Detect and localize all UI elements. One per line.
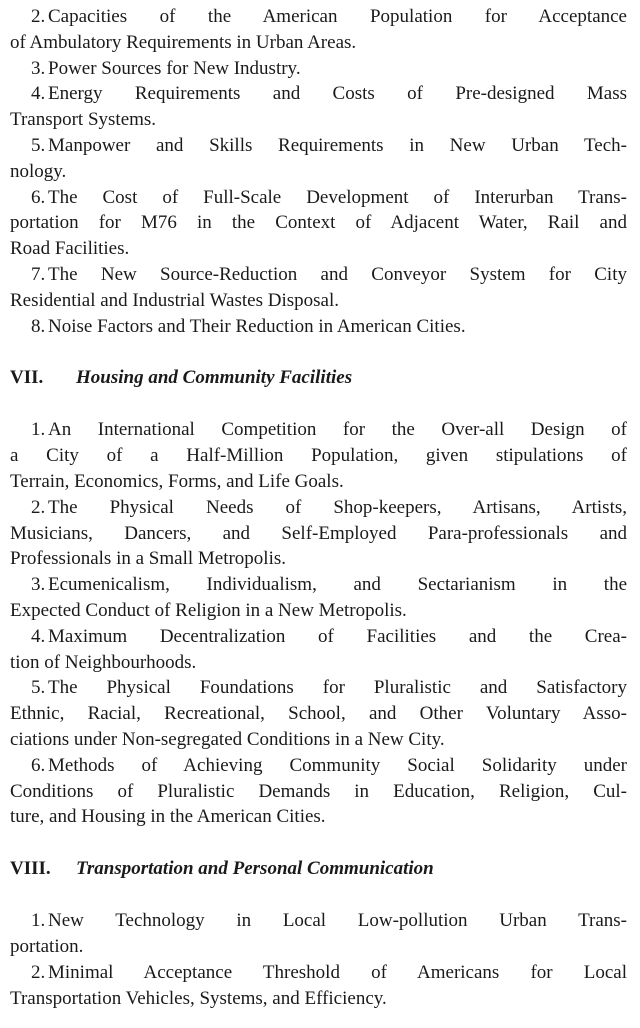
list-item: [10, 675, 627, 752]
text-line: [10, 4, 627, 30]
item-number: 2.: [31, 496, 46, 518]
section-heading-vii: [10, 365, 627, 391]
text-line: [10, 598, 627, 624]
text-line: [10, 210, 627, 236]
item-number: 7.: [31, 263, 46, 285]
item-number: 8.: [31, 315, 46, 337]
list-item: [10, 417, 627, 494]
section-title: Transportation and Personal Communication: [76, 858, 434, 880]
text-line: [10, 546, 627, 572]
item-text: An International Competition for the Over-all Design of: [48, 419, 627, 441]
item-number: 2.: [31, 6, 46, 27]
section-number: VIII.: [10, 858, 51, 880]
item-text: portation for M76 in the Context of Adjacent Water, Rail and: [10, 212, 627, 234]
text-line: [10, 675, 627, 701]
item-text: Residential and Industrial Wastes Disposal.: [10, 289, 339, 311]
item-text: Transportation Vehicles, Systems, and Efficiency.: [10, 987, 387, 1009]
item-text: The Physical Foundations for Pluralistic and Satisfactory: [48, 677, 627, 699]
text-line: [10, 779, 627, 805]
text-line: [10, 804, 627, 830]
text-line: [10, 960, 627, 986]
text-line: [10, 495, 627, 521]
item-text: Terrain, Economics, Forms, and Life Goals.: [10, 470, 344, 492]
list-item: [10, 960, 627, 1012]
list-item: [10, 572, 627, 624]
text-line: [10, 986, 627, 1012]
section-vi-continued: [10, 4, 627, 339]
list-item: [10, 81, 627, 133]
section-heading-viii: [10, 856, 627, 882]
item-number: 3.: [31, 57, 46, 79]
item-text: of Ambulatory Requirements in Urban Areas.: [10, 31, 357, 53]
list-item: [10, 185, 627, 262]
item-text: The Physical Needs of Shop-keepers, Artisans, Artists,: [48, 496, 627, 518]
text-line: [10, 185, 627, 211]
list-item: [10, 314, 627, 340]
item-text: Power Sources for New Industry.: [48, 57, 301, 79]
section-title: Housing and Community Facilities: [76, 367, 353, 389]
item-text: Musicians, Dancers, and Self-Employed Para-professionals and: [10, 522, 627, 544]
text-line: [10, 624, 627, 650]
item-text: Minimal Acceptance Threshold of Americans for Local: [48, 961, 627, 983]
text-line: [10, 753, 627, 779]
text-line: [10, 288, 627, 314]
item-text: Ecumenicalism, Individualism, and Sectarianism in the: [48, 574, 627, 596]
item-text: Maximum Decentralization of Facilities and the Crea-: [48, 625, 627, 647]
list-item: [10, 495, 627, 572]
item-text: Methods of Achieving Community Social Solidarity under: [48, 754, 627, 776]
item-number: 6.: [31, 186, 46, 208]
section-viii: [10, 908, 627, 1011]
item-text: Noise Factors and Their Reduction in American Cities.: [48, 315, 466, 337]
item-text: New Technology in Local Low-pollution Urban Trans-: [48, 910, 627, 932]
text-line: [10, 650, 627, 676]
text-line: [10, 908, 627, 934]
text-line: [10, 107, 627, 133]
item-text: ciations under Non-segregated Conditions in a New City.: [10, 728, 445, 750]
section-number: VII.: [10, 367, 44, 389]
item-number: 5.: [31, 677, 46, 699]
text-line: [10, 133, 627, 159]
item-text: The Cost of Full-Scale Development of Interurban Trans-: [48, 186, 627, 208]
text-line: [10, 417, 627, 443]
item-number: 4.: [31, 83, 46, 105]
text-line: [10, 469, 627, 495]
item-text: Manpower and Skills Requirements in New Urban Tech-: [48, 134, 627, 156]
item-number: 3.: [31, 574, 46, 596]
item-text: nology.: [10, 160, 67, 182]
item-text: Conditions of Pluralistic Demands in Education, Religion, Cul-: [10, 780, 627, 802]
item-number: 1.: [31, 910, 46, 932]
text-line: [10, 572, 627, 598]
text-line: [10, 521, 627, 547]
item-text: Capacities of the American Population for Acceptance: [48, 6, 627, 27]
item-number: 6.: [31, 754, 46, 776]
text-line: [10, 30, 627, 56]
section-vii: [10, 417, 627, 830]
list-item: [10, 56, 627, 82]
list-item: [10, 4, 627, 56]
item-number: 2.: [31, 961, 46, 983]
text-line: [10, 727, 627, 753]
text-line: [10, 236, 627, 262]
text-line: [10, 314, 627, 340]
item-text: ture, and Housing in the American Cities.: [10, 806, 326, 828]
text-line: [10, 262, 627, 288]
item-text: The New Source-Reduction and Conveyor System for City: [48, 263, 627, 285]
item-text: Professionals in a Small Metropolis.: [10, 548, 287, 570]
text-line: [10, 159, 627, 185]
text-line: [10, 443, 627, 469]
list-item: [10, 262, 627, 314]
item-text: a City of a Half-Million Population, given stipulations of: [10, 445, 627, 467]
text-line: [10, 701, 627, 727]
item-text: portation.: [10, 935, 84, 957]
item-text: Expected Conduct of Religion in a New Metropolis.: [10, 599, 407, 621]
document-page: [10, 4, 627, 1011]
list-item: [10, 908, 627, 960]
item-text: Ethnic, Racial, Recreational, School, and Other Voluntary Asso-: [10, 703, 627, 725]
item-text: Road Facilities.: [10, 238, 130, 260]
item-number: 1.: [31, 419, 46, 441]
item-text: tion of Neighbourhoods.: [10, 651, 197, 673]
text-line: [10, 934, 627, 960]
item-text: Transport Systems.: [10, 109, 157, 131]
item-number: 5.: [31, 134, 46, 156]
item-number: 4.: [31, 625, 46, 647]
item-text: Energy Requirements and Costs of Pre-designed Mass: [48, 83, 627, 105]
text-line: [10, 56, 627, 82]
list-item: [10, 753, 627, 830]
list-item: [10, 133, 627, 185]
text-line: [10, 81, 627, 107]
list-item: [10, 624, 627, 676]
